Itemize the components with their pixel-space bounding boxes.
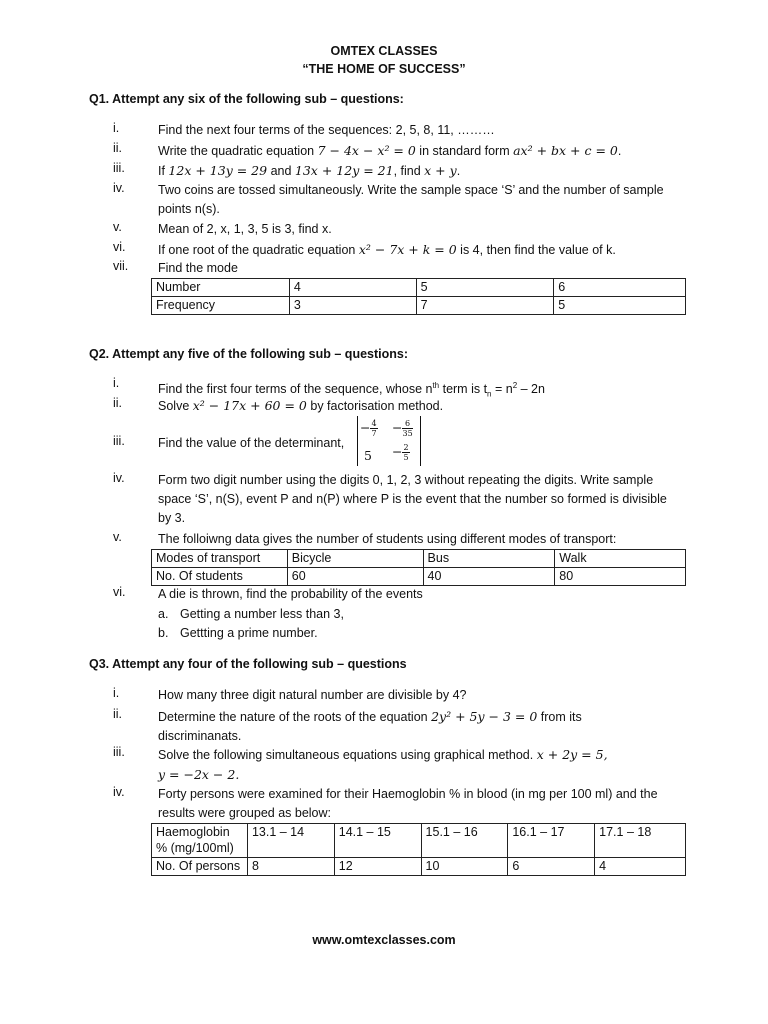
table-cell: 60	[287, 568, 423, 586]
item-number: ii.	[113, 707, 123, 721]
table-cell: 10	[421, 858, 508, 876]
table-cell: 5	[416, 279, 554, 297]
table-row	[152, 568, 686, 586]
table-cell: 15.1 – 16	[421, 824, 508, 858]
item-text: Find the first four terms of the sequence, whose $n^{th}$ term is $t_n = n^2 - 2n$	[158, 381, 545, 399]
item-number: v.	[113, 220, 122, 234]
table-cell: 16.1 – 17	[508, 824, 595, 858]
item-text: A die is thrown, find the probability of the events	[158, 587, 423, 601]
table-row	[152, 297, 686, 315]
table-row	[152, 279, 686, 297]
table-row	[152, 858, 686, 876]
item-text: The folloiwng data gives the number of students using different modes of transport:	[158, 532, 617, 546]
item-text: Solve the following simultaneous equations using graphical method. x + 2y = 5, y = −2x − 2.	[158, 747, 608, 782]
institute-tagline: “THE HOME OF SUCCESS”	[302, 62, 466, 76]
table-row	[152, 550, 686, 568]
item-text: Find the next four terms of the sequences: 2, 5, 8, 11, ………	[158, 123, 495, 137]
table-cell: Number	[152, 279, 290, 297]
q2-transport-table	[151, 549, 686, 586]
q1-mode-table	[151, 278, 686, 315]
item-number: iv.	[113, 181, 125, 195]
institute-name: OMTEX CLASSES	[330, 44, 438, 58]
item-number: i.	[113, 121, 120, 135]
item-text: Write the quadratic equation 7 − 4x − x² = 0 in standard form ax² + bx + c = 0.	[158, 143, 622, 158]
table-cell: 12	[334, 858, 421, 876]
table-cell: 17.1 – 18	[595, 824, 686, 858]
item-number: i.	[113, 376, 120, 390]
item-number: iii.	[113, 161, 125, 175]
q1-heading: Q1. Attempt any six of the following sub – questions:	[89, 92, 404, 106]
item-number: vi.	[113, 240, 126, 254]
table-cell: Haemoglobin % (mg/100ml)	[152, 824, 248, 858]
q2-vi-subitem-a: a. Getting a number less than 3,	[158, 607, 344, 621]
table-cell: Modes of transport	[152, 550, 288, 568]
determinant: − $\frac{4}{7}$ − $\frac{6}{35}$ 5 − $\frac{2}{5}$	[357, 416, 421, 466]
table-cell: No. Of persons	[152, 858, 248, 876]
q3-haemoglobin-table	[151, 823, 686, 876]
q3-heading: Q3. Attempt any four of the following sub – questions	[89, 657, 407, 671]
item-number: ii.	[113, 396, 123, 410]
item-text: If one root of the quadratic equation x² − 7x + k = 0 is 4, then find the value of k.	[158, 242, 616, 257]
item-text: Mean of 2, x, 1, 3, 5 is 3, find x.	[158, 222, 332, 236]
item-text: If 12x + 13y = 29 and 13x + 12y = 21, find x + y.	[158, 163, 461, 178]
table-cell: 4	[289, 279, 416, 297]
item-number: ii.	[113, 141, 123, 155]
item-number: iii.	[113, 745, 125, 759]
table-cell: 5	[554, 297, 686, 315]
table-cell: 4	[595, 858, 686, 876]
table-cell: 14.1 – 15	[334, 824, 421, 858]
table-cell: 7	[416, 297, 554, 315]
table-cell: Bus	[423, 550, 555, 568]
item-number: iv.	[113, 785, 125, 799]
table-cell: 40	[423, 568, 555, 586]
table-cell: 13.1 – 14	[247, 824, 334, 858]
table-row	[152, 824, 686, 858]
table-cell: Walk	[555, 550, 686, 568]
item-text: Find the mode	[158, 261, 238, 275]
item-text: Two coins are tossed simultaneously. Write the sample space ‘S’ and the number of sample points n(s).	[158, 183, 664, 216]
table-cell: Frequency	[152, 297, 290, 315]
table-cell: 6	[508, 858, 595, 876]
exam-page: OMTEX CLASSES “THE HOME OF SUCCESS” Q1. Attempt any six of the following sub – questions: i. Find the next four terms of the sequences: 2, 5, 8, 11, ……… ii. Write the quadratic equation 7 − 4x − x² = 0 in standard form ax² + bx + c = 0. iii. If 12x + 13y = 29 and 13x + 12y = 21, find x + y. iv. Two coins are tossed simultaneously. Write the sample space ‘S’ and the number of sample points n(s). v. Mean of 2, x, 1, 3, 5 is 3, find x. vi. If one root of the quadratic equation x² − 7x + k = 0 is 4, then find the value of k. vii. Find the mode Number 4 5 6 Frequency 3 7 5 Q2. Attempt any five of the following sub – questions: i. Find the first four terms of the sequence, whose $n^{th}$ term is $t_n = n^2 - 2n$ ii. Solve x² − 17x + 60 = 0 by factorisation method. iii. Find the value of the determinant, − $\frac{4}{7}$ − $\frac{6}{35}$ 5 − $\frac{2}{5}$ iv. Form two digit number using the digits 0, 1, 2, 3 without repeating the digits. Write sample space ‘S’, n(S), event P and n(P) where P is the event that the number so formed is divisible by 3. v. The folloiwng data gives the number of students using different modes of transport: Modes of transport Bicycle Bus Walk No. Of students 60 40 80 vi. A die is thrown, find the probability of the events a. Getting a number less than 3, b. Gettting a prime number. Q3. Attempt any four of the following sub – questions i. How many three digit natural number are divisible by 4? ii. Determine the nature of the roots of the equation 2y² + 5y − 3 = 0 from its discriminanats. iii. Solve the following simultaneous equations using graphical method. x + 2y = 5, y = −2x − 2. iv. Forty persons were examined for their Haemoglobin % in blood (in mg per 100 ml) and the results were grouped as below: Haemoglobin % (mg/100ml) 13.1 – 14 14.1 – 15 15.1 – 16 16.1 – 17 17.1 – 18 No. Of persons 8 12 10 6 4 www.omtexclasses.com	[0, 0, 768, 1024]
table-cell: 80	[555, 568, 686, 586]
item-number: v.	[113, 530, 122, 544]
item-text: Solve x² − 17x + 60 = 0 by factorisation method.	[158, 398, 444, 413]
table-cell: 8	[247, 858, 334, 876]
q2-vi-subitem-b: b. Gettting a prime number.	[158, 626, 318, 640]
item-number: i.	[113, 686, 120, 700]
item-number: vi.	[113, 585, 126, 599]
table-cell: 3	[289, 297, 416, 315]
item-text: Forty persons were examined for their Haemoglobin % in blood (in mg per 100 ml) and the results were grouped as below:	[158, 787, 658, 820]
item-text: Determine the nature of the roots of the equation 2y² + 5y − 3 = 0 from its discriminanats.	[158, 709, 582, 743]
item-text: Form two digit number using the digits 0, 1, 2, 3 without repeating the digits. Write sample space ‘S’, n(S), event P and n(P) where P is the event that the number so formed is divisible by 3.	[158, 473, 667, 525]
footer-url[interactable]: www.omtexclasses.com	[312, 933, 456, 947]
table-cell: Bicycle	[287, 550, 423, 568]
item-number: iii.	[113, 434, 125, 448]
item-text: How many three digit natural number are divisible by 4?	[158, 688, 467, 702]
item-number: vii.	[113, 259, 129, 273]
item-number: iv.	[113, 471, 125, 485]
q2-heading: Q2. Attempt any five of the following sub – questions:	[89, 347, 409, 361]
table-cell: 6	[554, 279, 686, 297]
table-cell: No. Of students	[152, 568, 288, 586]
